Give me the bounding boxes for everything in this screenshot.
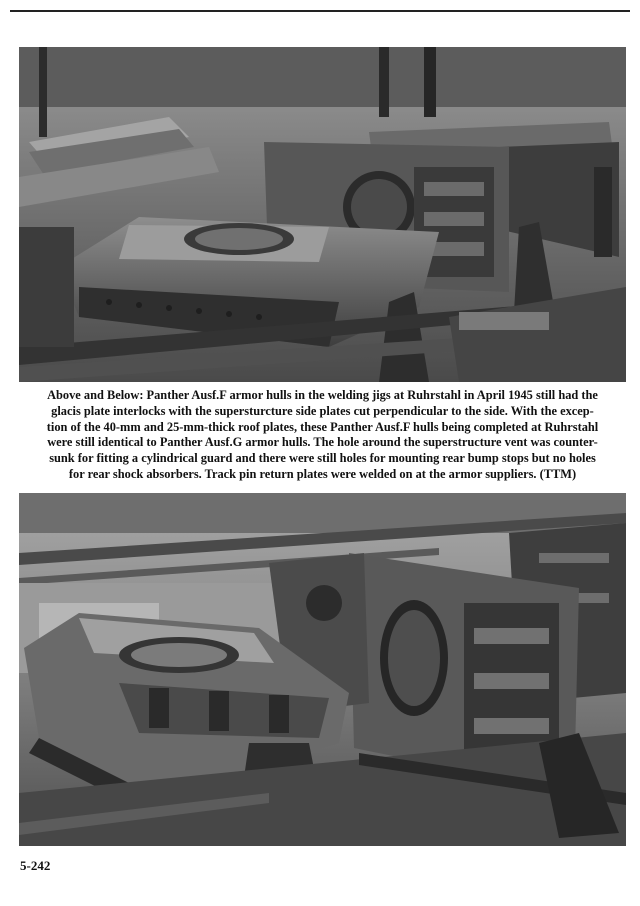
caption-line: for rear shock absorbers. Track pin return plates were welded on at the armor suppliers. (TTM)	[68, 466, 577, 481]
caption-line: tion of the 40-mm and 25-mm-thick roof plates, these Panther Ausf.F hulls being completed at Ruhrstahl	[46, 419, 599, 434]
caption-line: Above and Below: Panther Ausf.F armor hulls in the welding jigs at Ruhrstahl in April 1945 still had the	[47, 388, 598, 402]
top-rule	[10, 10, 630, 12]
caption-line: sunk for fitting a cylindrical guard and there were still holes for mounting rear bump stops but no holes	[49, 451, 596, 466]
caption-line: glacis plate interlocks with the supersturcture side plates cut perpendicular to the side. With the excep-	[51, 403, 594, 418]
page-number: 5-242	[20, 858, 51, 873]
photo-bottom-panther-hulls	[19, 493, 626, 846]
photo-top-panther-hulls	[19, 47, 626, 382]
caption-line: were still identical to Panther Ausf.G armor hulls. The hole around the superstructure vent was counter-	[47, 435, 598, 450]
photo-caption	[19, 388, 626, 483]
